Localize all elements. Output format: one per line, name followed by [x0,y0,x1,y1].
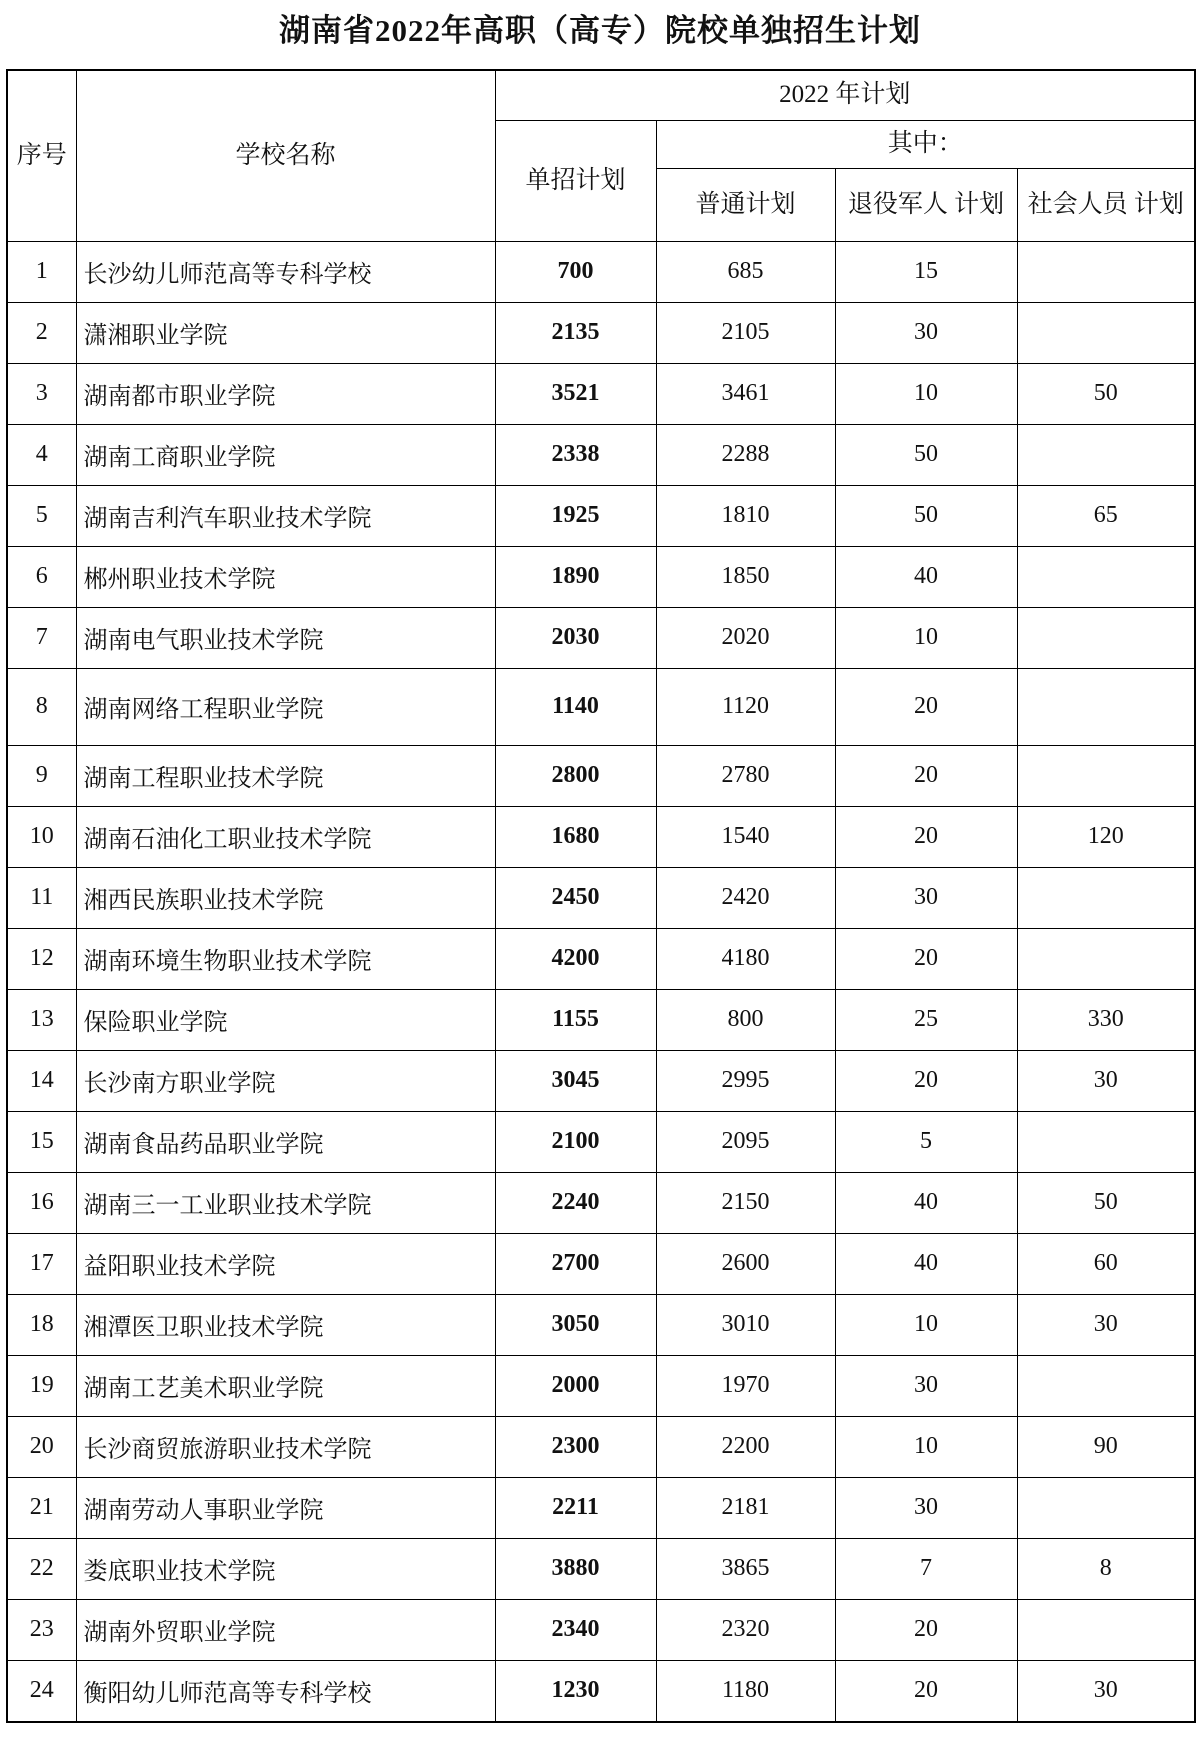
social-plan [1017,1111,1195,1172]
table-row [7,302,1195,363]
school-name: 湘潭医卫职业技术学院 [76,1294,495,1355]
veteran-plan: 30 [835,867,1017,928]
total-plan: 2300 [495,1416,656,1477]
row-number: 9 [7,745,76,806]
veteran-plan: 40 [835,1233,1017,1294]
regular-plan: 1540 [656,806,835,867]
table-row [7,668,1195,745]
document-title: 湖南省2022年高职（高专）院校单独招生计划 [279,13,921,48]
regular-plan: 4180 [656,928,835,989]
regular-plan: 2200 [656,1416,835,1477]
veteran-plan: 20 [835,928,1017,989]
veteran-plan: 30 [835,302,1017,363]
table-row [7,1660,1195,1722]
social-plan: 30 [1017,1050,1195,1111]
social-plan: 30 [1017,1660,1195,1722]
row-number: 6 [7,546,76,607]
social-plan: 8 [1017,1538,1195,1599]
table-row [7,1416,1195,1477]
header-plan-2022: 2022 年计划 [495,70,1195,120]
social-plan [1017,1477,1195,1538]
regular-plan: 2780 [656,745,835,806]
enrollment-plan-table [6,69,1196,1723]
school-name: 湘西民族职业技术学院 [76,867,495,928]
regular-plan: 3461 [656,363,835,424]
regular-plan: 3010 [656,1294,835,1355]
table-row [7,1355,1195,1416]
social-plan: 50 [1017,363,1195,424]
regular-plan: 2181 [656,1477,835,1538]
regular-plan: 1180 [656,1660,835,1722]
social-plan: 60 [1017,1233,1195,1294]
veteran-plan: 20 [835,745,1017,806]
table-body [7,70,1195,1722]
school-name: 湖南都市职业学院 [76,363,495,424]
regular-plan: 2420 [656,867,835,928]
regular-plan: 800 [656,989,835,1050]
row-number: 24 [7,1660,76,1722]
total-plan: 2338 [495,424,656,485]
total-plan: 1140 [495,668,656,745]
regular-plan: 2288 [656,424,835,485]
total-plan: 2800 [495,745,656,806]
row-number: 5 [7,485,76,546]
social-plan [1017,745,1195,806]
social-plan [1017,546,1195,607]
school-name: 长沙商贸旅游职业技术学院 [76,1416,495,1477]
row-number: 15 [7,1111,76,1172]
school-name: 湖南劳动人事职业学院 [76,1477,495,1538]
table-row [7,745,1195,806]
table-row [7,241,1195,302]
table-row [7,1538,1195,1599]
total-plan: 2340 [495,1599,656,1660]
veteran-plan: 7 [835,1538,1017,1599]
table-row [7,1599,1195,1660]
school-name: 娄底职业技术学院 [76,1538,495,1599]
total-plan: 1890 [495,546,656,607]
header-school-name: 学校名称 [76,70,495,241]
school-name: 保险职业学院 [76,989,495,1050]
school-name: 益阳职业技术学院 [76,1233,495,1294]
total-plan: 2100 [495,1111,656,1172]
row-number: 12 [7,928,76,989]
school-name: 郴州职业技术学院 [76,546,495,607]
row-number: 10 [7,806,76,867]
regular-plan: 2020 [656,607,835,668]
header-serial-number: 序号 [7,70,76,241]
veteran-plan: 20 [835,806,1017,867]
row-number: 22 [7,1538,76,1599]
row-number: 16 [7,1172,76,1233]
total-plan: 3521 [495,363,656,424]
veteran-plan: 15 [835,241,1017,302]
total-plan: 4200 [495,928,656,989]
total-plan: 2700 [495,1233,656,1294]
veteran-plan: 10 [835,1416,1017,1477]
total-plan: 2000 [495,1355,656,1416]
header-social-plan: 社会人员 计划 [1017,168,1195,241]
veteran-plan: 10 [835,363,1017,424]
row-number: 23 [7,1599,76,1660]
social-plan [1017,928,1195,989]
regular-plan: 2150 [656,1172,835,1233]
school-name: 湖南工艺美术职业学院 [76,1355,495,1416]
school-name: 湖南环境生物职业技术学院 [76,928,495,989]
row-number: 2 [7,302,76,363]
social-plan [1017,1599,1195,1660]
table-row [7,1477,1195,1538]
header-veteran-plan: 退役军人 计划 [835,168,1017,241]
social-plan [1017,302,1195,363]
total-plan: 2450 [495,867,656,928]
veteran-plan: 25 [835,989,1017,1050]
table-row [7,867,1195,928]
total-plan: 700 [495,241,656,302]
total-plan: 3050 [495,1294,656,1355]
veteran-plan: 30 [835,1355,1017,1416]
veteran-plan: 50 [835,424,1017,485]
table-row [7,1172,1195,1233]
table-row [7,424,1195,485]
row-number: 21 [7,1477,76,1538]
school-name: 湖南工程职业技术学院 [76,745,495,806]
row-number: 20 [7,1416,76,1477]
table-row [7,806,1195,867]
regular-plan: 1970 [656,1355,835,1416]
veteran-plan: 40 [835,1172,1017,1233]
veteran-plan: 30 [835,1477,1017,1538]
veteran-plan: 20 [835,1660,1017,1722]
veteran-plan: 50 [835,485,1017,546]
regular-plan: 2995 [656,1050,835,1111]
regular-plan: 685 [656,241,835,302]
table-row [7,928,1195,989]
table-row [7,1111,1195,1172]
school-name: 湖南电气职业技术学院 [76,607,495,668]
table-row [7,546,1195,607]
total-plan: 2240 [495,1172,656,1233]
row-number: 1 [7,241,76,302]
regular-plan: 3865 [656,1538,835,1599]
school-name: 长沙幼儿师范高等专科学校 [76,241,495,302]
total-plan: 3045 [495,1050,656,1111]
header-regular-plan: 普通计划 [656,168,835,241]
social-plan [1017,241,1195,302]
total-plan: 2135 [495,302,656,363]
row-number: 17 [7,1233,76,1294]
school-name: 湖南三一工业职业技术学院 [76,1172,495,1233]
regular-plan: 2600 [656,1233,835,1294]
regular-plan: 1850 [656,546,835,607]
veteran-plan: 20 [835,1050,1017,1111]
school-name: 衡阳幼儿师范高等专科学校 [76,1660,495,1722]
row-number: 4 [7,424,76,485]
school-name: 湖南外贸职业学院 [76,1599,495,1660]
total-plan: 1680 [495,806,656,867]
regular-plan: 2320 [656,1599,835,1660]
school-name: 湖南工商职业学院 [76,424,495,485]
total-plan: 1230 [495,1660,656,1722]
total-plan: 2030 [495,607,656,668]
table-row [7,1294,1195,1355]
veteran-plan: 20 [835,1599,1017,1660]
school-name: 长沙南方职业学院 [76,1050,495,1111]
row-number: 13 [7,989,76,1050]
regular-plan: 1810 [656,485,835,546]
header-total-plan: 单招计划 [495,120,656,241]
total-plan: 2211 [495,1477,656,1538]
social-plan [1017,668,1195,745]
veteran-plan: 10 [835,1294,1017,1355]
social-plan [1017,607,1195,668]
regular-plan: 2095 [656,1111,835,1172]
social-plan [1017,424,1195,485]
total-plan: 1925 [495,485,656,546]
header-row-1 [7,70,1195,120]
school-name: 湖南食品药品职业学院 [76,1111,495,1172]
row-number: 14 [7,1050,76,1111]
school-name: 湖南网络工程职业学院 [76,668,495,745]
total-plan: 1155 [495,989,656,1050]
school-name: 湖南吉利汽车职业技术学院 [76,485,495,546]
table-row [7,363,1195,424]
school-name: 湖南石油化工职业技术学院 [76,806,495,867]
veteran-plan: 10 [835,607,1017,668]
row-number: 19 [7,1355,76,1416]
regular-plan: 1120 [656,668,835,745]
table-row [7,607,1195,668]
social-plan: 65 [1017,485,1195,546]
row-number: 11 [7,867,76,928]
social-plan [1017,1355,1195,1416]
social-plan: 120 [1017,806,1195,867]
social-plan: 50 [1017,1172,1195,1233]
table-row [7,1050,1195,1111]
veteran-plan: 40 [835,546,1017,607]
table-row [7,1233,1195,1294]
row-number: 8 [7,668,76,745]
row-number: 3 [7,363,76,424]
row-number: 7 [7,607,76,668]
veteran-plan: 5 [835,1111,1017,1172]
table-row [7,989,1195,1050]
row-number: 18 [7,1294,76,1355]
social-plan: 90 [1017,1416,1195,1477]
social-plan: 330 [1017,989,1195,1050]
regular-plan: 2105 [656,302,835,363]
header-of-which: 其中： [656,120,1195,168]
social-plan [1017,867,1195,928]
table-row [7,485,1195,546]
total-plan: 3880 [495,1538,656,1599]
social-plan: 30 [1017,1294,1195,1355]
school-name: 潇湘职业学院 [76,302,495,363]
veteran-plan: 20 [835,668,1017,745]
